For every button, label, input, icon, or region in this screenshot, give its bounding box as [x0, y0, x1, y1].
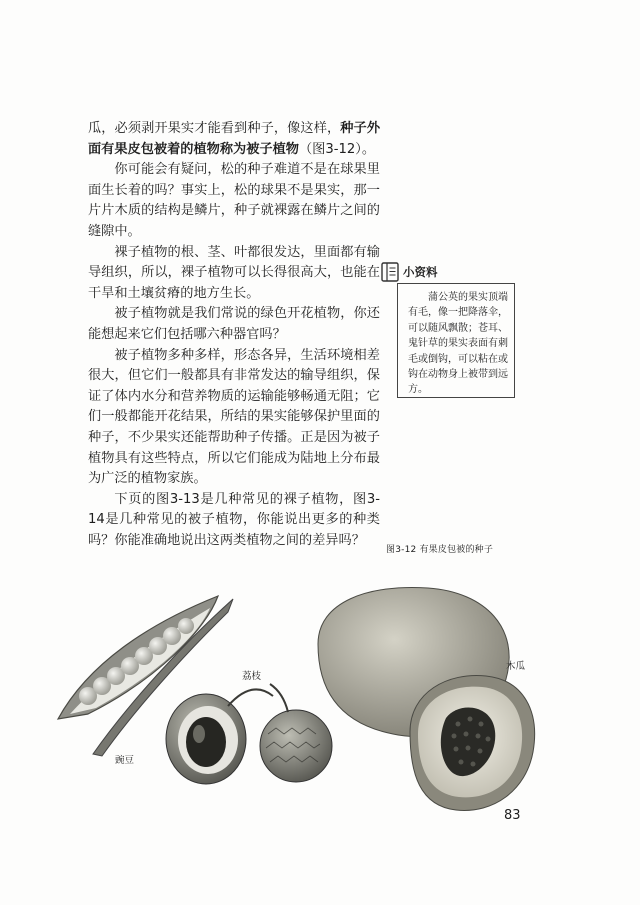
paragraph-3: 裸子植物的根、茎、叶都很发达，里面都有输导组织，所以，裸子植物可以长得很高大，也能在干旱和土壤贫瘠的地方生长。 — [88, 244, 380, 301]
book-icon — [381, 261, 399, 283]
page-number: 83 — [504, 808, 521, 823]
paragraph-6: 下页的图3-13是几种常见的裸子植物，图3-14是几种常见的被子植物，你能说出更多的种类吗？你能准确地说出这两类植物之间的差异吗？ — [88, 491, 380, 548]
paragraph-4: 被子植物就是我们常说的绿色开花植物，你还能想起来它们包括哪六种器官吗？ — [88, 306, 380, 342]
papaya-half — [410, 675, 535, 810]
label-papaya: 木瓜 — [506, 661, 526, 672]
paragraph-1-text: 瓜，必须剥开果实才能看到种子，像这样， — [88, 121, 341, 136]
definition-angiosperm: 种子外面有果皮包被着的植物称为被子植物 — [88, 121, 381, 157]
sidebar-header — [381, 259, 438, 285]
body-text — [88, 119, 380, 551]
figure-reference: （图3-12）。 — [299, 141, 376, 157]
lychee-whole — [260, 684, 332, 782]
sidebar-title: 小资料 — [403, 265, 438, 279]
figure-seeds — [18, 584, 578, 820]
paragraph-2: 你可能会有疑问，松的种子难道不是在球果里面生长着的吗？事实上，松的球果不是果实，那一片片木质的结构是鳞片，种子就裸露在鳞片之间的缝隙中。 — [88, 162, 380, 239]
figure-illustration — [18, 584, 578, 820]
figure-caption: 图3-12 有果皮包被的种子 — [386, 545, 494, 555]
sidebar-text: 蒲公英的果实顶端有毛，像一把降落伞，可以随风飘散；苍耳、鬼针草的果实表面有刺毛或倒钩，可以粘在或钩在动物身上被带到远方。 — [408, 292, 508, 396]
sidebar-box — [397, 283, 515, 398]
paragraph-1 — [88, 119, 380, 160]
label-lychee: 荔枝 — [242, 671, 262, 682]
label-pea: 豌豆 — [115, 755, 135, 766]
paragraph-5: 被子植物多种多样，形态各异，生活环境相差很大，但它们一般都具有非常发达的输导组织，保证了体内水分和营养物质的运输能够畅通无阻；它们一般都能开花结果，所结的果实能够保护里面的种子，不少果实还能帮助种子传播。正是因为被子植物具有这些特点，所以它们能成为陆地上分布最为广泛的植物家族。 — [88, 347, 380, 487]
lychee-open — [166, 689, 273, 784]
